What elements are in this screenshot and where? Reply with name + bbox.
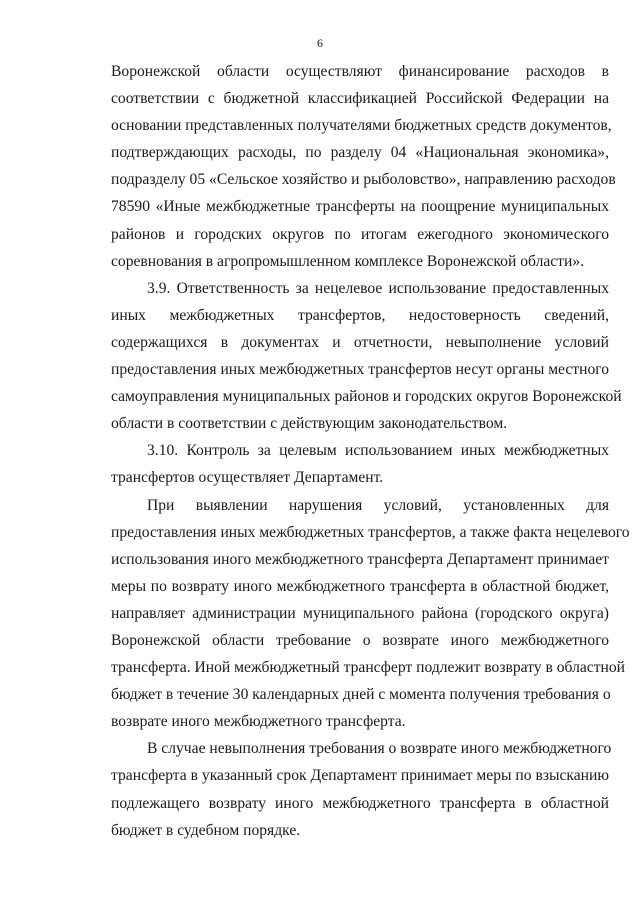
text-line: трансфертов осуществляет Департамент.: [111, 469, 384, 487]
paragraph-violations: [111, 492, 630, 736]
text-line: основании представленных получателями бюджетных средств документов,: [111, 117, 612, 135]
text-line: бюджет в течение 30 календарных дней с момента получения требования о: [111, 686, 611, 704]
text-line: предоставления иных межбюджетных трансфертов несут органы местного: [111, 361, 610, 379]
text-line: меры по возврату иного межбюджетного трансферта в областной бюджет,: [111, 577, 609, 595]
paragraph-3-9: [111, 275, 622, 438]
text-line: направляет администрации муниципального района (городского округа): [111, 604, 609, 622]
text-line: 3.10. Контроль за целевым использованием иных межбюджетных: [147, 442, 609, 460]
text-line: Воронежской области требование о возврате иного межбюджетного: [111, 631, 609, 649]
text-line: Воронежской области осуществляют финансирование расходов в: [111, 63, 609, 80]
text-line: трансферта в указанный срок Департамент принимает меры по взысканию: [111, 767, 609, 785]
text-line: подтверждающих расходы, по разделу 04 «Национальная экономика»,: [111, 144, 609, 162]
text-line: предоставления иных межбюджетных трансфертов, а также факта нецелевого: [111, 523, 630, 541]
text-line: подлежащего возврату иного межбюджетного трансферта в областной: [111, 794, 609, 812]
document-body: [111, 58, 630, 844]
text-line: возврате иного межбюджетного трансферта.: [111, 713, 406, 731]
text-line: 78590 «Иные межбюджетные трансферты на поощрение муниципальных: [111, 198, 609, 216]
text-line: области в соответствии с действующим законодательством.: [111, 415, 508, 433]
text-line: трансферта. Иной межбюджетный трансферт подлежит возврату в областной: [111, 659, 626, 677]
paragraph-1: [111, 58, 616, 275]
text-line: подразделу 05 «Сельское хозяйство и рыболовство», направлению расходов: [111, 171, 616, 189]
text-line: содержащихся в документах и отчетности, невыполнение условий: [111, 333, 609, 351]
text-line: В случае невыполнения требования о возврате иного межбюджетного: [147, 740, 612, 758]
text-line: бюджет в судебном порядке.: [111, 821, 301, 839]
text-line: районов и городских округов по итогам ежегодного экономического: [111, 225, 609, 243]
text-line: При выявлении нарушения условий, установленных для: [147, 496, 609, 514]
text-line: иных межбюджетных трансфертов, недостоверность сведений,: [111, 306, 609, 324]
text-line: самоуправления муниципальных районов и городских округов Воронежской: [111, 388, 622, 406]
text-line: соответствии с бюджетной классификацией Российской Федерации на: [111, 90, 609, 108]
text-line: использования иного межбюджетного трансферта Департамент принимает: [111, 550, 609, 568]
text-line: соревнования в агропромышленном комплексе Воронежской области».: [111, 252, 585, 270]
page-number: 6: [317, 36, 323, 50]
paragraph-3-10: [111, 437, 609, 491]
paragraph-non-fulfillment: [111, 735, 612, 843]
text-line: 3.9. Ответственность за нецелевое использование предоставленных: [147, 279, 609, 297]
